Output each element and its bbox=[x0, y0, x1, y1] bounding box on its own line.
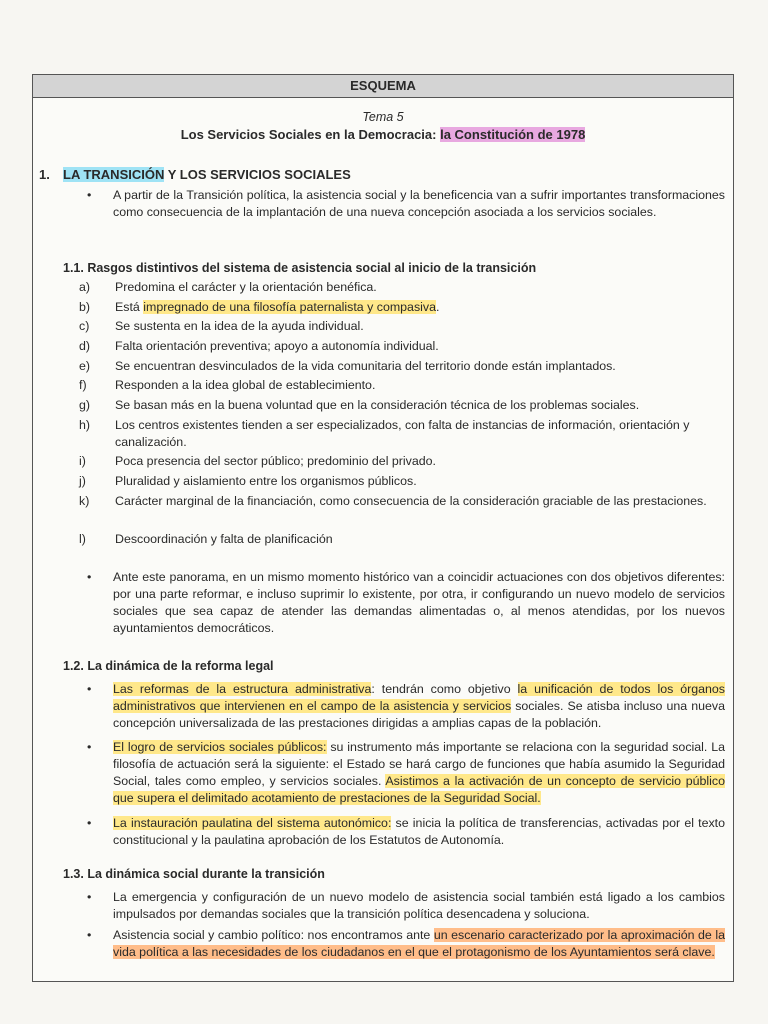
reform-admin-text-2: sociales. Se atisba incluso una nueva concepción universalizada de las prestaciones dirigidas a amplias capas de la población. bbox=[113, 699, 725, 730]
tema-label: Tema 5 bbox=[362, 110, 404, 124]
list-item-text: Se encuentran desvinculados de la vida comunitaria del territorio donde están implantados. bbox=[115, 359, 616, 373]
subsection-1-2: 1.2. La dinámica de la reforma legal bbox=[63, 659, 274, 673]
list-item-letter: e) bbox=[79, 359, 91, 373]
title-part-b: la Constitución de 1978 bbox=[440, 127, 586, 142]
subsection-1-1: 1.1. Rasgos distintivos del sistema de asistencia social al inicio de la transición bbox=[63, 261, 537, 275]
list-item-letter: f) bbox=[79, 378, 87, 392]
list-item-text: Está bbox=[115, 300, 144, 314]
list-item bbox=[79, 531, 725, 548]
list-item bbox=[79, 493, 725, 510]
political-change-text: Asistencia social y cambio político: nos encontramos ante bbox=[113, 928, 434, 942]
list-item-letter: b) bbox=[79, 300, 91, 314]
list-item-letter: i) bbox=[79, 454, 86, 468]
list-item-text: Poca presencia del sector público; predominio del privado. bbox=[115, 454, 436, 468]
autonomic-paragraph bbox=[113, 815, 725, 849]
reform-admin-paragraph bbox=[113, 681, 725, 732]
social-dynamic-paragraph: • La emergencia y configuración de un nuevo modelo de asistencia social también está ligado a los cambios impulsados por demandas sociales que la transición política desencadena y soluciona. bbox=[113, 889, 725, 923]
list-item-text: Predomina el carácter y la orientación benéfica. bbox=[115, 280, 377, 294]
reform-admin-highlight: Las reformas de la estructura administrativa bbox=[113, 682, 372, 696]
list-item-text: Pluralidad y aislamiento entre los organismos públicos. bbox=[115, 474, 417, 488]
section-1-heading-rest: Y LOS SERVICIOS SOCIALES bbox=[164, 167, 351, 182]
autonomic-highlight: La instauración paulatina del sistema autonómico: bbox=[113, 816, 392, 830]
intro-paragraph: • A partir de la Transición política, la asistencia social y la beneficencia van a sufrir importantes transformaciones como consecuencia de la implantación de una nueva concepción asociada a los servicios sociales. bbox=[113, 187, 725, 221]
list-item bbox=[79, 299, 725, 316]
reform-admin-text: : tendrán como objetivo bbox=[371, 682, 518, 696]
list-item-letter: k) bbox=[79, 494, 90, 508]
public-services-paragraph bbox=[113, 739, 725, 807]
list-item bbox=[79, 358, 725, 375]
reform-admin-highlight-2: la unificación de todos los órganos administrativos que intervienen en el campo de la asistencia y servicios bbox=[113, 682, 725, 713]
section-1-number: 1. bbox=[39, 167, 50, 182]
panorama-paragraph: • Ante este panorama, en un mismo momento histórico van a coincidir actuaciones con dos objetivos diferentes: por una parte reformar, e incluso suprimir lo existente, por otra, ir configurando un nuevo modelo de servicios sociales que sea capaz de atender las demandas alimentadas o, al menos atendidas, por los nuevos ayuntamientos democráticos. bbox=[113, 569, 725, 637]
list-item-letter: j) bbox=[79, 474, 86, 488]
political-change-highlight: un escenario caracterizado por la aproximación de la vida política a las necesidades de los ciudadanos en el que el protagonismo de los Ayuntamientos será clave. bbox=[113, 928, 725, 959]
list-item-letter: g) bbox=[79, 398, 91, 412]
list-item bbox=[79, 397, 725, 414]
subsection-1-3: 1.3. La dinámica social durante la transición bbox=[63, 867, 325, 881]
list-item-letter: c) bbox=[79, 319, 90, 333]
list-item bbox=[79, 318, 725, 335]
list-item bbox=[79, 377, 725, 394]
list-item-highlight: impregnado de una filosofía paternalista y compasiva bbox=[143, 300, 436, 314]
public-services-highlight: El logro de servicios sociales públicos: bbox=[113, 740, 327, 754]
title-part-a: Los Servicios Sociales en la Democracia: bbox=[180, 127, 441, 142]
list-item-letter: d) bbox=[79, 339, 91, 353]
list-item-text: Descoordinación y falta de planificación bbox=[115, 532, 333, 546]
section-1-heading-highlight: LA TRANSICIÓN bbox=[63, 167, 165, 182]
list-item-text: Los centros existentes tienden a ser especializados, con falta de instancias de información, orientación y canalización. bbox=[115, 418, 690, 449]
list-item-text: Se basan más en la buena voluntad que en la consideración técnica de los problemas sociales. bbox=[115, 398, 640, 412]
list-item bbox=[79, 473, 725, 490]
list-item-text: Carácter marginal de la financiación, como consecuencia de la consideración graciable de las prestaciones. bbox=[115, 494, 707, 508]
esquema-header: ESQUEMA bbox=[33, 75, 733, 98]
public-services-highlight-2: Asistimos a la activación de un concepto de servicio público que supera el delimitado acotamiento de prestaciones de la Seguridad Social. bbox=[113, 774, 725, 805]
list-item-letter: h) bbox=[79, 418, 91, 432]
list-item-text: Falta orientación preventiva; apoyo a autonomía individual. bbox=[115, 339, 439, 353]
list-item-text-end: . bbox=[435, 300, 440, 314]
list-item bbox=[79, 417, 725, 451]
list-item-letter: l) bbox=[79, 532, 86, 546]
list-item bbox=[79, 279, 725, 296]
list-item-letter: a) bbox=[79, 280, 91, 294]
list-item-text: Responden a la idea global de establecimiento. bbox=[115, 378, 376, 392]
public-services-text: su instrumento más importante se relaciona con la seguridad social. La filosofía de actuación será la siguiente: el Estado se hará cargo de funciones que había asumido la Seguridad Social, tales como empleo, y servicios sociales. bbox=[113, 740, 725, 788]
section-1-heading bbox=[39, 167, 351, 182]
political-change-paragraph bbox=[113, 927, 725, 961]
list-item bbox=[79, 453, 725, 470]
doc-title bbox=[33, 127, 733, 142]
list-item bbox=[79, 338, 725, 355]
autonomic-text: se inicia la política de transferencias, activadas por el texto constitucional y la paulatina aprobación de los Estatutos de Autonomía. bbox=[113, 816, 725, 847]
esquema-box bbox=[32, 74, 734, 982]
list-item-text: Se sustenta en la idea de la ayuda individual. bbox=[115, 319, 364, 333]
